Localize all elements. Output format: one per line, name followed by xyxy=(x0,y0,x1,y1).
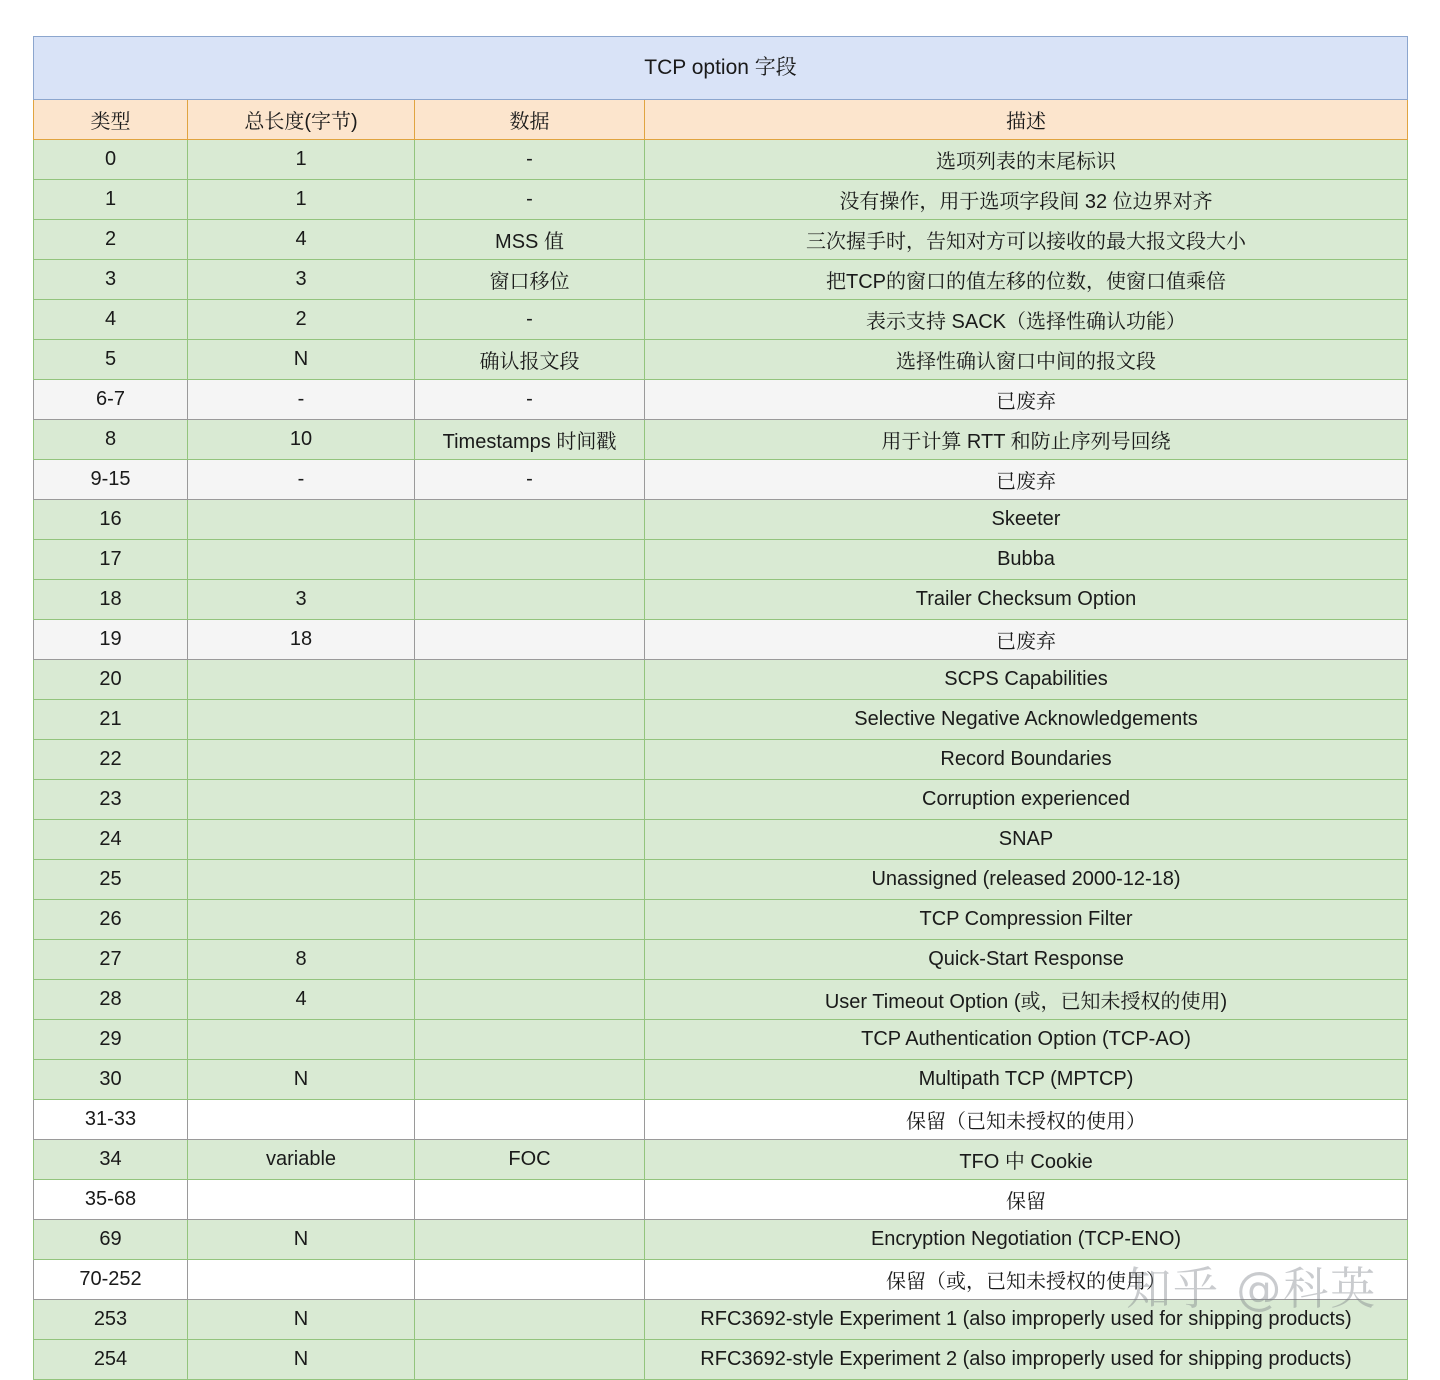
column-header-length: 总长度(字节) xyxy=(188,100,415,140)
table-row xyxy=(34,1220,1408,1260)
cell-data xyxy=(415,780,645,820)
cell-type: 29 xyxy=(34,1020,188,1060)
cell-data: - xyxy=(415,380,645,420)
table-row xyxy=(34,1060,1408,1100)
table-row xyxy=(34,900,1408,940)
cell-type: 69 xyxy=(34,1220,188,1260)
tcp-option-table-container xyxy=(33,36,1407,1380)
cell-data: Timestamps 时间戳 xyxy=(415,420,645,460)
table-row xyxy=(34,140,1408,180)
cell-type: 5 xyxy=(34,340,188,380)
cell-length xyxy=(188,500,415,540)
table-row xyxy=(34,980,1408,1020)
cell-type: 70-252 xyxy=(34,1260,188,1300)
cell-description: 表示支持 SACK（选择性确认功能） xyxy=(645,300,1408,340)
cell-type: 9-15 xyxy=(34,460,188,500)
cell-description: 没有操作，用于选项字段间 32 位边界对齐 xyxy=(645,180,1408,220)
cell-description: 选择性确认窗口中间的报文段 xyxy=(645,340,1408,380)
cell-length: N xyxy=(188,1060,415,1100)
cell-description: 用于计算 RTT 和防止序列号回绕 xyxy=(645,420,1408,460)
cell-type: 26 xyxy=(34,900,188,940)
cell-type: 28 xyxy=(34,980,188,1020)
cell-type: 254 xyxy=(34,1340,188,1380)
cell-length xyxy=(188,1260,415,1300)
cell-length: 10 xyxy=(188,420,415,460)
cell-description: 已废弃 xyxy=(645,460,1408,500)
table-row xyxy=(34,780,1408,820)
cell-length: 3 xyxy=(188,260,415,300)
table-row xyxy=(34,500,1408,540)
table-title-row xyxy=(34,37,1408,100)
table-row xyxy=(34,1300,1408,1340)
table-row xyxy=(34,540,1408,580)
table-row xyxy=(34,1180,1408,1220)
cell-type: 1 xyxy=(34,180,188,220)
cell-description: Quick-Start Response xyxy=(645,940,1408,980)
cell-length xyxy=(188,700,415,740)
column-header-data: 数据 xyxy=(415,100,645,140)
cell-length xyxy=(188,780,415,820)
column-header-desc: 描述 xyxy=(645,100,1408,140)
column-header-type: 类型 xyxy=(34,100,188,140)
cell-description: Bubba xyxy=(645,540,1408,580)
cell-length xyxy=(188,1020,415,1060)
cell-data: - xyxy=(415,460,645,500)
cell-data xyxy=(415,1260,645,1300)
cell-data xyxy=(415,620,645,660)
cell-data xyxy=(415,820,645,860)
cell-data: - xyxy=(415,180,645,220)
cell-data xyxy=(415,980,645,1020)
table-row xyxy=(34,1260,1408,1300)
cell-description: 三次握手时，告知对方可以接收的最大报文段大小 xyxy=(645,220,1408,260)
cell-description: Record Boundaries xyxy=(645,740,1408,780)
table-row xyxy=(34,940,1408,980)
cell-type: 35-68 xyxy=(34,1180,188,1220)
table-row xyxy=(34,660,1408,700)
cell-length xyxy=(188,540,415,580)
table-row xyxy=(34,300,1408,340)
cell-type: 17 xyxy=(34,540,188,580)
cell-type: 34 xyxy=(34,1140,188,1180)
cell-description: 保留 xyxy=(645,1180,1408,1220)
table-row xyxy=(34,380,1408,420)
cell-description: TFO 中 Cookie xyxy=(645,1140,1408,1180)
cell-type: 22 xyxy=(34,740,188,780)
cell-data: - xyxy=(415,140,645,180)
cell-description: Corruption experienced xyxy=(645,780,1408,820)
cell-data xyxy=(415,1060,645,1100)
cell-data: 窗口移位 xyxy=(415,260,645,300)
cell-description: 选项列表的末尾标识 xyxy=(645,140,1408,180)
table-row xyxy=(34,1340,1408,1380)
cell-description: Multipath TCP (MPTCP) xyxy=(645,1060,1408,1100)
cell-data: MSS 值 xyxy=(415,220,645,260)
cell-description: Skeeter xyxy=(645,500,1408,540)
table-row xyxy=(34,260,1408,300)
cell-length: 8 xyxy=(188,940,415,980)
tcp-option-table xyxy=(33,36,1408,1380)
table-row xyxy=(34,420,1408,460)
cell-length: 4 xyxy=(188,980,415,1020)
cell-type: 3 xyxy=(34,260,188,300)
cell-length: N xyxy=(188,1300,415,1340)
cell-length: 4 xyxy=(188,220,415,260)
cell-length: 18 xyxy=(188,620,415,660)
cell-description: Selective Negative Acknowledgements xyxy=(645,700,1408,740)
cell-length xyxy=(188,820,415,860)
cell-data xyxy=(415,700,645,740)
cell-length xyxy=(188,860,415,900)
table-row xyxy=(34,1140,1408,1180)
cell-length: N xyxy=(188,340,415,380)
cell-data xyxy=(415,1180,645,1220)
cell-type: 4 xyxy=(34,300,188,340)
cell-type: 20 xyxy=(34,660,188,700)
table-row xyxy=(34,580,1408,620)
table-row xyxy=(34,180,1408,220)
cell-data xyxy=(415,940,645,980)
table-row xyxy=(34,340,1408,380)
cell-length: variable xyxy=(188,1140,415,1180)
cell-length xyxy=(188,660,415,700)
cell-data: FOC xyxy=(415,1140,645,1180)
cell-length: 1 xyxy=(188,140,415,180)
cell-type: 6-7 xyxy=(34,380,188,420)
cell-data xyxy=(415,860,645,900)
cell-data xyxy=(415,1220,645,1260)
table-head xyxy=(34,37,1408,140)
cell-data xyxy=(415,580,645,620)
cell-description: SCPS Capabilities xyxy=(645,660,1408,700)
cell-type: 16 xyxy=(34,500,188,540)
cell-data xyxy=(415,500,645,540)
cell-description: TCP Authentication Option (TCP-AO) xyxy=(645,1020,1408,1060)
cell-data xyxy=(415,1340,645,1380)
cell-type: 30 xyxy=(34,1060,188,1100)
table-row xyxy=(34,620,1408,660)
cell-description: SNAP xyxy=(645,820,1408,860)
cell-type: 24 xyxy=(34,820,188,860)
table-row xyxy=(34,460,1408,500)
cell-length xyxy=(188,900,415,940)
cell-description: Trailer Checksum Option xyxy=(645,580,1408,620)
cell-data xyxy=(415,540,645,580)
cell-type: 0 xyxy=(34,140,188,180)
cell-description: Unassigned (released 2000-12-18) xyxy=(645,860,1408,900)
cell-type: 23 xyxy=(34,780,188,820)
cell-length xyxy=(188,740,415,780)
cell-type: 31-33 xyxy=(34,1100,188,1140)
cell-description: 已废弃 xyxy=(645,620,1408,660)
cell-description: 保留（或，已知未授权的使用） xyxy=(645,1260,1408,1300)
table-row xyxy=(34,700,1408,740)
cell-data xyxy=(415,900,645,940)
table-row xyxy=(34,740,1408,780)
table-row xyxy=(34,860,1408,900)
cell-description: 已废弃 xyxy=(645,380,1408,420)
cell-length: 3 xyxy=(188,580,415,620)
cell-description: TCP Compression Filter xyxy=(645,900,1408,940)
cell-description: User Timeout Option (或，已知未授权的使用) xyxy=(645,980,1408,1020)
table-row xyxy=(34,1020,1408,1060)
cell-type: 21 xyxy=(34,700,188,740)
cell-length xyxy=(188,1100,415,1140)
cell-length: 2 xyxy=(188,300,415,340)
cell-length: N xyxy=(188,1220,415,1260)
cell-length: - xyxy=(188,380,415,420)
watermark: 知乎 @科英 xyxy=(1126,1262,1378,1315)
table-title: TCP option 字段 xyxy=(34,37,1408,100)
cell-type: 19 xyxy=(34,620,188,660)
cell-length xyxy=(188,1180,415,1220)
cell-type: 27 xyxy=(34,940,188,980)
cell-description: 把TCP的窗口的值左移的位数，使窗口值乘倍 xyxy=(645,260,1408,300)
cell-length: N xyxy=(188,1340,415,1380)
cell-type: 253 xyxy=(34,1300,188,1340)
cell-data xyxy=(415,740,645,780)
cell-data xyxy=(415,1100,645,1140)
cell-description: RFC3692-style Experiment 2 (also improperly used for shipping products) xyxy=(645,1340,1408,1380)
table-body xyxy=(34,140,1408,1380)
table-row xyxy=(34,820,1408,860)
cell-data xyxy=(415,1020,645,1060)
cell-data xyxy=(415,660,645,700)
cell-data: 确认报文段 xyxy=(415,340,645,380)
cell-data xyxy=(415,1300,645,1340)
cell-type: 2 xyxy=(34,220,188,260)
cell-description: RFC3692-style Experiment 1 (also improperly used for shipping products) xyxy=(645,1300,1408,1340)
cell-length: - xyxy=(188,460,415,500)
cell-type: 8 xyxy=(34,420,188,460)
cell-type: 25 xyxy=(34,860,188,900)
cell-description: 保留（已知未授权的使用） xyxy=(645,1100,1408,1140)
cell-length: 1 xyxy=(188,180,415,220)
cell-description: Encryption Negotiation (TCP-ENO) xyxy=(645,1220,1408,1260)
table-row xyxy=(34,220,1408,260)
table-row xyxy=(34,1100,1408,1140)
cell-data: - xyxy=(415,300,645,340)
cell-type: 18 xyxy=(34,580,188,620)
table-header-row xyxy=(34,100,1408,140)
